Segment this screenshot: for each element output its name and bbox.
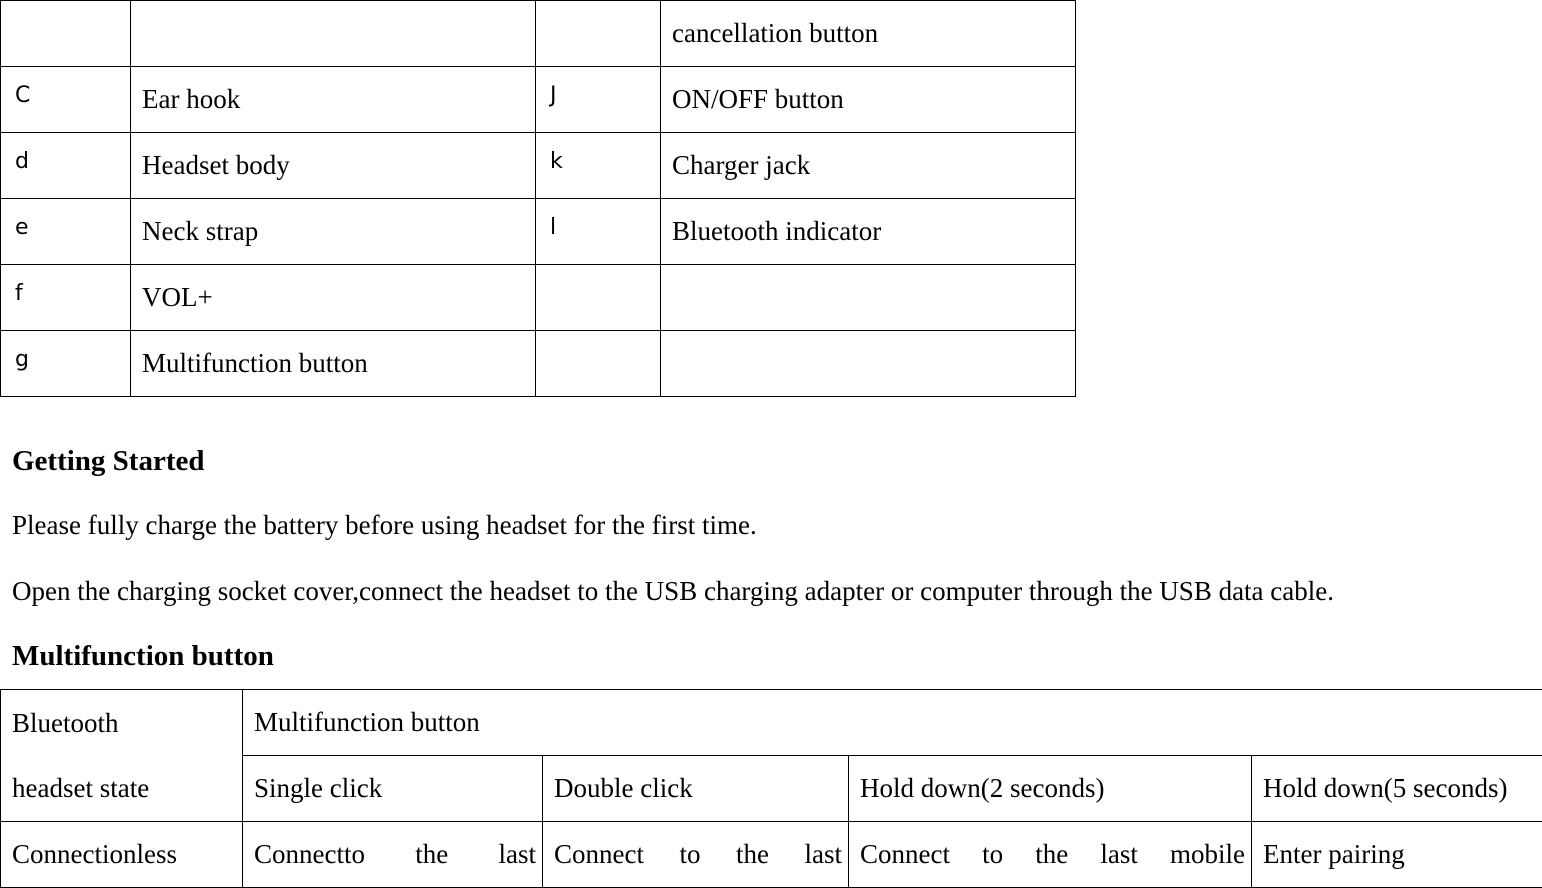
part-letter xyxy=(536,265,661,331)
table-row xyxy=(1,199,1076,265)
part-letter: J xyxy=(536,67,661,133)
part-label: Multifunction button xyxy=(131,331,536,397)
part-letter: l xyxy=(536,199,661,265)
table-row xyxy=(1,331,1076,397)
getting-started-heading: Getting Started xyxy=(12,445,205,477)
part-label: Neck strap xyxy=(131,199,536,265)
multifunction-table xyxy=(0,689,1542,888)
part-letter: d xyxy=(1,133,131,199)
part-letter xyxy=(536,1,661,67)
part-letter: k xyxy=(536,133,661,199)
part-label: VOL+ xyxy=(131,265,536,331)
part-letter: C xyxy=(1,67,131,133)
part-label xyxy=(661,265,1076,331)
part-letter: g xyxy=(1,331,131,397)
getting-started-paragraph-2: Open the charging socket cover,connect the headset to the USB charging adapter or computer through the USB data cable. xyxy=(12,576,1334,606)
state-header-line1: Bluetooth xyxy=(12,708,119,738)
table-row xyxy=(1,1,1076,67)
multifunction-heading: Multifunction button xyxy=(12,640,274,672)
group-header-cell: Multifunction button xyxy=(243,690,1542,756)
part-label: cancellation button xyxy=(661,1,1076,67)
table-cell: Enter pairing xyxy=(1252,822,1542,888)
part-letter xyxy=(1,1,131,67)
parts-table xyxy=(0,0,1076,397)
table-row xyxy=(1,265,1076,331)
row-state: Connectionless xyxy=(1,822,243,888)
table-row xyxy=(1,822,1542,888)
part-letter: e xyxy=(1,199,131,265)
part-letter: f xyxy=(1,265,131,331)
part-label xyxy=(131,1,536,67)
table-cell: Connectto the last xyxy=(243,822,543,888)
column-header: Hold down(2 seconds) xyxy=(849,756,1252,822)
column-header: Single click xyxy=(243,756,543,822)
state-header-line2: headset state xyxy=(12,773,150,803)
table-row xyxy=(1,690,1542,756)
column-header: Hold down(5 seconds) xyxy=(1252,756,1542,822)
getting-started-paragraph-1: Please fully charge the battery before using headset for the first time. xyxy=(12,510,757,540)
part-label: Headset body xyxy=(131,133,536,199)
part-label: ON/OFF button xyxy=(661,67,1076,133)
part-label: Ear hook xyxy=(131,67,536,133)
table-row xyxy=(1,67,1076,133)
part-label: Charger jack xyxy=(661,133,1076,199)
part-label: Bluetooth indicator xyxy=(661,199,1076,265)
table-cell: Connect to the last xyxy=(543,822,849,888)
table-row xyxy=(1,133,1076,199)
part-label xyxy=(661,331,1076,397)
table-cell: Connect to the last mobile xyxy=(849,822,1252,888)
part-letter xyxy=(536,331,661,397)
column-header: Double click xyxy=(543,756,849,822)
state-header-cell xyxy=(1,690,243,822)
